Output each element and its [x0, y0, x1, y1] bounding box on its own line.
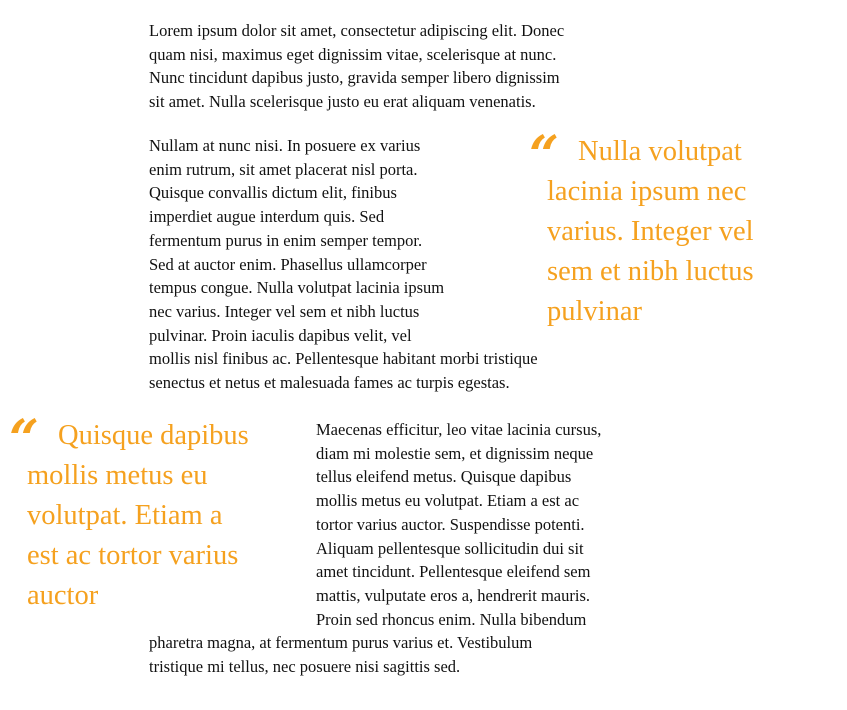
- paragraph-line: diam mi molestie sem, et dignissim neque: [316, 443, 594, 463]
- paragraph-line: mollis metus eu volutpat. Etiam a est ac: [316, 491, 580, 511]
- paragraph-line: nec varius. Integer vel sem et nibh luctus: [149, 301, 420, 321]
- pull-quote-line: est ac tortor varius: [27, 540, 239, 571]
- paragraph-line: Nullam at nunc nisi. In posuere ex varius: [149, 136, 421, 155]
- pull-quote-line: pulvinar: [547, 296, 642, 327]
- paragraph-1: [149, 19, 564, 114]
- paragraph-line: pulvinar. Proin iaculis dapibus velit, vel: [149, 325, 412, 345]
- paragraph-line: Sed at auctor enim. Phasellus ullamcorper: [149, 254, 427, 274]
- open-quote-icon: “: [529, 125, 559, 186]
- paragraph-line: tempus congue. Nulla volutpat lacinia ipsum: [149, 278, 445, 298]
- pull-quote-line: volutpat. Etiam a: [27, 500, 223, 531]
- pull-quote-line: varius. Integer vel: [547, 216, 754, 247]
- paragraph-line: quam nisi, maximus eget dignissim vitae, scelerisque at nunc.: [149, 44, 557, 64]
- pull-quote-line: sem et nibh luctus: [547, 256, 754, 287]
- paragraph-line: sit amet. Nulla scelerisque justo eu erat aliquam venenatis.: [149, 92, 536, 112]
- pull-quote-line: auctor: [27, 580, 99, 611]
- pull-quote-right: [529, 125, 754, 332]
- pull-quote-line: lacinia ipsum nec: [547, 176, 747, 207]
- pull-quote-line: Quisque dapibus: [58, 420, 249, 451]
- pull-quote-line: mollis metus eu: [27, 460, 208, 491]
- paragraph-line: Quisque convallis dictum elit, finibus: [149, 183, 397, 203]
- paragraph-3: [149, 418, 601, 679]
- paragraph-line: mattis, vulputate eros a, hendrerit mauris.: [316, 585, 591, 605]
- paragraph-line: pharetra magna, at fermentum purus varius et. Vestibulum: [149, 633, 533, 653]
- paragraph-line: Maecenas efficitur, leo vitae lacinia cursus,: [316, 420, 602, 439]
- paragraph-line: Lorem ipsum dolor sit amet, consectetur adipiscing elit. Donec: [149, 21, 565, 40]
- paragraph-line: mollis nisl finibus ac. Pellentesque habitant morbi tristique: [149, 349, 538, 369]
- paragraph-line: Aliquam pellentesque sollicitudin dui sit: [316, 538, 584, 558]
- paragraph-2: [149, 134, 538, 395]
- paragraph-line: Proin sed rhoncus enim. Nulla bibendum: [316, 609, 587, 629]
- paragraph-line: amet tincidunt. Pellentesque eleifend sem: [316, 562, 591, 582]
- paragraph-line: senectus et netus et malesuada fames ac turpis egestas.: [149, 373, 510, 393]
- paragraph-line: tristique mi tellus, nec posuere nisi sagittis sed.: [149, 657, 461, 677]
- paragraph-line: enim rutrum, sit amet placerat nisl porta.: [149, 159, 418, 179]
- paragraph-line: Nunc tincidunt dapibus justo, gravida semper libero dignissim: [149, 68, 560, 88]
- paragraph-line: imperdiet augue interdum quis. Sed: [149, 207, 385, 227]
- paragraph-line: tortor varius auctor. Suspendisse potenti.: [316, 514, 585, 534]
- pull-quote-line: Nulla volutpat: [578, 136, 742, 167]
- paragraph-line: fermentum purus in enim semper tempor.: [149, 230, 423, 250]
- open-quote-icon: “: [9, 409, 39, 470]
- paragraph-line: tellus eleifend metus. Quisque dapibus: [316, 467, 572, 487]
